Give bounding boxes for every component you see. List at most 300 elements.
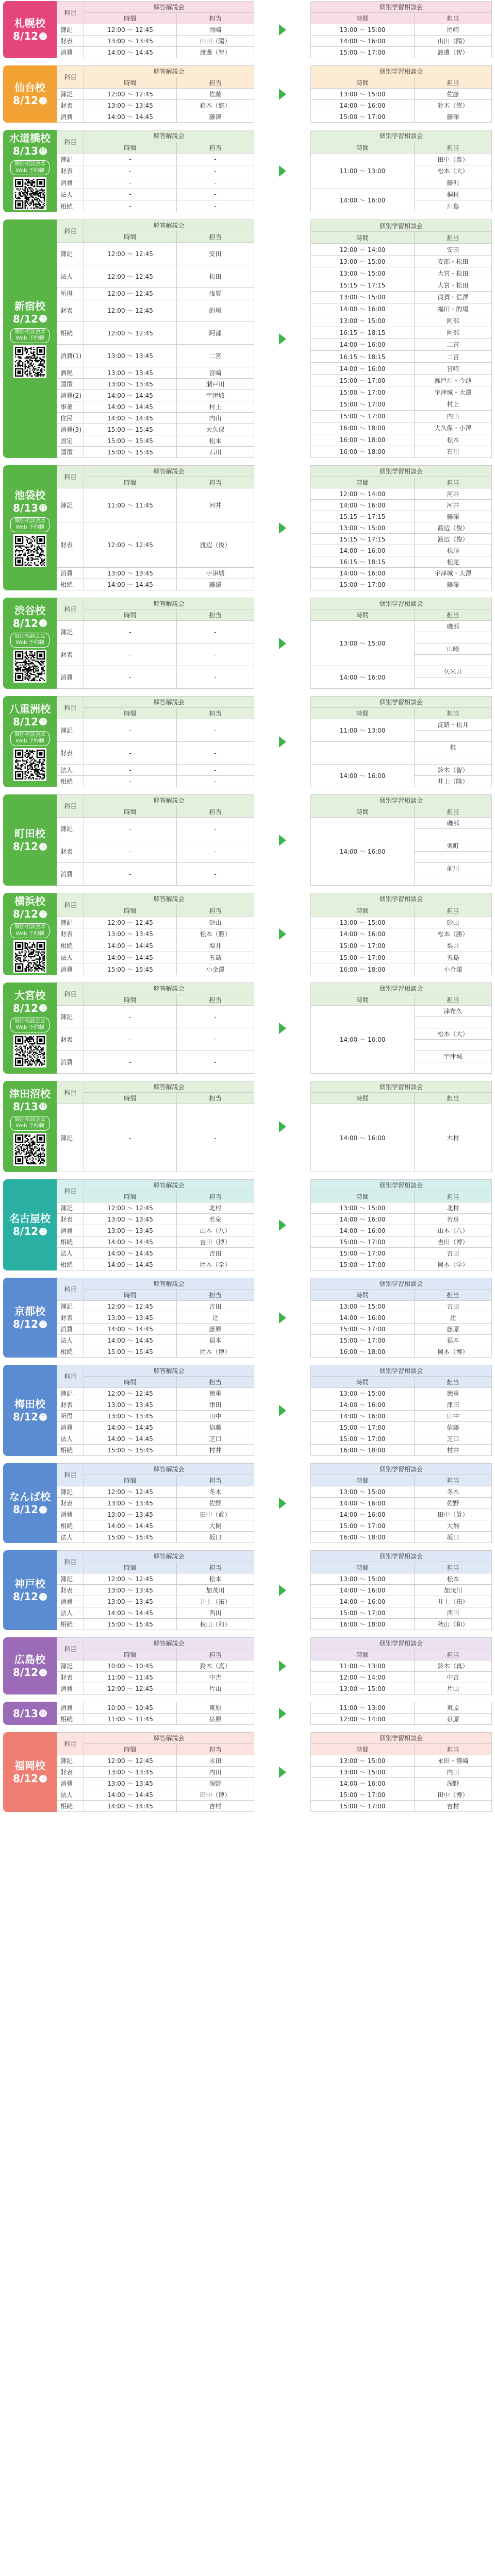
subject-cell: 消費 (57, 1509, 84, 1520)
time-header: 時間 (84, 231, 177, 243)
staff-cell: 浅賀・信澤 (415, 291, 492, 303)
arrow-shape (279, 1121, 286, 1132)
table-row (311, 534, 492, 545)
web-reservation-badge: 個別相談会は Web 予約制 (10, 517, 50, 532)
qr-code[interactable] (13, 534, 46, 567)
table-row (311, 1509, 492, 1520)
staff-cell: 阿部 (415, 327, 492, 338)
table-row (311, 1248, 492, 1259)
table-row (311, 24, 492, 36)
time-cell: 11:00 ～ 11:45 (84, 488, 177, 522)
table-row (57, 1104, 254, 1172)
consultation-table (310, 1179, 492, 1270)
time-cell: 14:00 ～ 16:00 (311, 765, 415, 787)
header-row (311, 77, 492, 89)
web-reservation-badge: 個別相談会は Web 予約制 (10, 160, 50, 175)
arrow-shape (279, 1708, 286, 1719)
staff-cell: 久米井 (415, 666, 492, 677)
tables-wrap (57, 1732, 492, 1812)
table-row (311, 1399, 492, 1411)
campus-date (13, 840, 47, 853)
table-row (57, 1388, 254, 1399)
web-reservation-badge: 個別相談会は Web 予約制 (10, 633, 50, 648)
table-row (57, 379, 254, 390)
staff-cell: 瀬戸川 (177, 379, 254, 390)
subject-cell: 簿記 (57, 243, 84, 265)
staff-cell: 内田 (415, 1767, 492, 1778)
arrow-right-icon (254, 982, 310, 1074)
time-cell: 16:00 ～ 18:00 (311, 434, 415, 446)
qr-code[interactable] (13, 748, 46, 781)
table-row (311, 568, 492, 579)
consultation-table (310, 1463, 492, 1543)
table-row (57, 1324, 254, 1335)
time-cell: 12:00 ～ 12:45 (84, 24, 177, 36)
table-row (311, 666, 492, 677)
arrow-right-icon (254, 598, 310, 689)
subject-header: 科目 (57, 697, 84, 719)
qr-code-icon[interactable] (15, 179, 45, 209)
subject-cell: 相続 (57, 322, 84, 345)
campus-name: 新宿校 (14, 299, 45, 312)
time-cell: 15:15 ～ 17:15 (311, 511, 415, 522)
table-row (57, 1214, 254, 1225)
weekday-badge: 土 (39, 1669, 47, 1676)
header-row (57, 708, 254, 719)
table-row (57, 1236, 254, 1248)
header-row (311, 1551, 492, 1562)
time-header: 時間 (311, 905, 415, 917)
time-cell: - (84, 165, 177, 177)
table-row (57, 1619, 254, 1630)
header-row (311, 1377, 492, 1388)
date-text: 8/12 (12, 908, 39, 920)
answer-session-title: 解答解説会 (84, 697, 254, 708)
answer-session-table (57, 893, 254, 975)
staff-cell: 岡本（学） (415, 1259, 492, 1270)
weekday-badge: 土 (39, 32, 47, 40)
consultation-table (310, 465, 492, 590)
time-cell: - (84, 1006, 177, 1028)
staff-cell: - (177, 863, 254, 886)
staff-cell: 松本（大） (415, 165, 492, 177)
campus-date (13, 313, 47, 325)
arrow-right-icon (254, 893, 310, 975)
staff-cell: 徳重 (415, 1388, 492, 1399)
staff-cell: 鈴木（智） (415, 765, 492, 776)
qr-code-icon[interactable] (15, 536, 45, 566)
answer-session-table (57, 1365, 254, 1456)
answer-session-title: 解答解説会 (84, 1638, 254, 1649)
table-row (311, 111, 492, 123)
staff-cell: 芝口 (415, 1433, 492, 1445)
staff-cell: 石川 (415, 446, 492, 457)
time-cell: 14:00 ～ 16:00 (311, 1312, 415, 1324)
qr-code-icon[interactable] (15, 750, 45, 779)
table-row (311, 1607, 492, 1619)
staff-cell: 大久保 (177, 424, 254, 435)
time-cell: 14:00 ～ 16:00 (311, 1104, 415, 1172)
staff-cell: 藤原 (177, 1324, 254, 1335)
time-cell: 13:00 ～ 15:00 (311, 621, 415, 666)
staff-cell: - (177, 776, 254, 787)
tables-wrap (57, 1365, 492, 1456)
campus-block-sapporo (3, 1, 492, 58)
time-header: 時間 (311, 806, 415, 818)
subject-cell: 財表 (57, 643, 84, 666)
staff-cell: 内山 (177, 413, 254, 424)
staff-cell: 磯部 (415, 818, 492, 829)
staff-cell: 河井 (415, 500, 492, 511)
table-row (57, 435, 254, 447)
table-row (311, 446, 492, 457)
subject-cell: 簿記 (57, 1486, 84, 1498)
staff-cell: 松尾 (415, 545, 492, 556)
staff-cell: - (177, 840, 254, 863)
table-row (57, 322, 254, 345)
table-row (311, 1214, 492, 1225)
table-row (57, 165, 254, 177)
subject-header: 科目 (57, 1638, 84, 1660)
time-cell: 14:00 ～ 14:45 (84, 579, 177, 590)
header-row (57, 1562, 254, 1573)
time-header: 時間 (84, 1744, 177, 1755)
header-row (57, 1464, 254, 1475)
time-cell: - (84, 1104, 177, 1172)
subject-header: 科目 (57, 466, 84, 488)
qr-code[interactable] (13, 940, 46, 973)
qr-code-icon[interactable] (15, 1134, 45, 1164)
time-cell: 13:00 ～ 13:45 (84, 1498, 177, 1509)
staff-cell: 冬木 (415, 1486, 492, 1498)
time-cell: 13:00 ～ 13:45 (84, 1225, 177, 1236)
table-row (57, 1301, 254, 1312)
staff-header: 担当 (177, 231, 254, 243)
table-row (311, 315, 492, 327)
weekday-badge: 土 (39, 1320, 47, 1328)
header-row (311, 2, 492, 13)
date-text: 8/13 (12, 1707, 39, 1720)
time-cell: 15:00 ～ 15:45 (84, 963, 177, 975)
time-cell: 12:00 ～ 12:45 (84, 299, 177, 322)
time-cell: 14:00 ～ 16:00 (311, 1411, 415, 1422)
time-header: 時間 (311, 142, 415, 154)
arrow-right-icon (254, 1702, 310, 1725)
table-row (57, 1006, 254, 1028)
arrow-right-icon (254, 1365, 310, 1456)
subject-cell: 簿記 (57, 1301, 84, 1312)
staff-cell: 内田 (177, 1767, 254, 1778)
staff-header: 担当 (177, 1649, 254, 1660)
header-row (57, 1081, 254, 1093)
subject-header: 科目 (57, 130, 84, 154)
staff-cell (415, 677, 492, 689)
consultation-table (310, 1637, 492, 1694)
staff-cell (415, 753, 492, 765)
header-row (57, 1638, 254, 1649)
time-cell: 15:00 ～ 17:00 (311, 1607, 415, 1619)
staff-cell: 宇津城 (415, 1051, 492, 1062)
header-row (311, 708, 492, 719)
consultation-title: 個別学習相談会 (311, 130, 492, 142)
staff-cell: 山田（陽） (177, 36, 254, 47)
subject-cell: 消費 (57, 568, 84, 579)
time-cell: 15:00 ～ 15:45 (84, 1619, 177, 1630)
header-row (57, 598, 254, 609)
time-cell: 14:00 ～ 14:45 (84, 390, 177, 401)
header-row (311, 1638, 492, 1649)
table-row (57, 345, 254, 367)
time-cell: 14:00 ～ 14:45 (84, 1520, 177, 1532)
arrow-shape (279, 165, 286, 177)
staff-cell: 福田・的場 (415, 303, 492, 315)
staff-cell: 岡崎 (177, 24, 254, 36)
campus-label (3, 1550, 57, 1630)
time-cell: 11:00 ～ 13:00 (311, 1660, 415, 1672)
staff-cell: 砂山 (415, 917, 492, 928)
staff-cell: 吉田（博） (415, 1236, 492, 1248)
staff-cell: 深野 (177, 1778, 254, 1789)
table-row (311, 940, 492, 952)
header-row (311, 1475, 492, 1486)
campus-name: 横浜校 (14, 895, 45, 907)
consultation-title: 個別学習相談会 (311, 1551, 492, 1562)
header-row (311, 130, 492, 142)
table-row (57, 1028, 254, 1051)
staff-cell: 鈴木（悠） (415, 100, 492, 111)
answer-session-table (57, 1550, 254, 1630)
subject-header: 科目 (57, 893, 84, 917)
table-row (311, 1236, 492, 1248)
staff-header: 担当 (415, 1744, 492, 1755)
header-row (311, 697, 492, 708)
time-header: 時間 (84, 1562, 177, 1573)
staff-cell: 吉村 (177, 1801, 254, 1812)
staff-cell: 松本 (177, 435, 254, 447)
table-row (311, 545, 492, 556)
time-cell: 13:00 ～ 15:00 (311, 1755, 415, 1767)
campus-date (13, 908, 47, 920)
table-row (311, 303, 492, 315)
table-row (311, 1335, 492, 1346)
answer-session-table (57, 65, 254, 123)
arrow-shape (279, 1312, 286, 1324)
table-row (311, 1433, 492, 1445)
time-cell: - (84, 776, 177, 787)
tables-wrap (57, 982, 492, 1074)
table-row (57, 424, 254, 435)
table-row (311, 375, 492, 386)
time-cell: 13:00 ～ 15:00 (311, 24, 415, 36)
table-row (57, 413, 254, 424)
staff-cell: 坂口 (177, 1532, 254, 1543)
table-row (311, 47, 492, 58)
table-row (311, 500, 492, 511)
subject-cell: 法人 (57, 1433, 84, 1445)
staff-cell: 中吉 (415, 1672, 492, 1683)
time-header: 時間 (84, 142, 177, 154)
staff-cell: 田中 (415, 1411, 492, 1422)
qr-code[interactable] (13, 345, 46, 378)
time-cell: 11:00 ～ 13:00 (311, 154, 415, 189)
time-cell: 12:00 ～ 12:45 (84, 1683, 177, 1694)
subject-cell: 簿記 (57, 1104, 84, 1172)
time-header: 時間 (84, 1475, 177, 1486)
time-cell: 13:00 ～ 15:00 (311, 1486, 415, 1498)
qr-code[interactable] (13, 177, 46, 210)
time-cell: 14:00 ～ 16:00 (311, 303, 415, 315)
subject-cell: 法人 (57, 1335, 84, 1346)
staff-cell: 梨井 (177, 940, 254, 952)
time-cell: 14:00 ～ 16:00 (311, 1399, 415, 1411)
header-row (57, 697, 254, 708)
campus-name: 札幌校 (14, 17, 45, 29)
time-cell: 15:00 ～ 15:45 (84, 1532, 177, 1543)
time-header: 時間 (84, 806, 177, 818)
staff-cell: 大宮・松田 (415, 279, 492, 291)
header-row (311, 232, 492, 244)
date-text: 8/12 (12, 1666, 39, 1679)
staff-header: 担当 (415, 806, 492, 818)
subject-cell: 財表 (57, 928, 84, 940)
table-row (311, 100, 492, 111)
table-row (57, 401, 254, 413)
time-cell: 13:00 ～ 15:00 (311, 1767, 415, 1778)
time-header: 時間 (311, 1562, 415, 1573)
time-cell: - (84, 765, 177, 776)
time-cell: 13:00 ～ 15:00 (311, 1388, 415, 1399)
staff-cell: - (177, 177, 254, 189)
header-row (311, 1464, 492, 1475)
arrow-right-icon (254, 1550, 310, 1630)
table-row (311, 522, 492, 534)
table-row (311, 89, 492, 100)
header-row (57, 795, 254, 806)
staff-cell: - (177, 818, 254, 840)
header-row (57, 1290, 254, 1301)
staff-cell: 藤澤 (177, 111, 254, 123)
staff-cell: 宇津城 (177, 568, 254, 579)
staff-cell: 冬木 (177, 1486, 254, 1498)
answer-session-table (57, 982, 254, 1074)
subject-cell: 法人 (57, 952, 84, 963)
weekday-badge: 土 (39, 1775, 47, 1783)
staff-cell: 吉田 (415, 1248, 492, 1259)
table-row (311, 1714, 492, 1725)
staff-cell: 小金澤 (415, 963, 492, 975)
tables-wrap (57, 893, 492, 975)
header-row (311, 994, 492, 1006)
time-cell: 13:00 ～ 13:45 (84, 1509, 177, 1520)
header-row (311, 1180, 492, 1191)
subject-header: 科目 (57, 983, 84, 1006)
staff-cell: 吉田 (177, 1248, 254, 1259)
staff-header: 担当 (177, 477, 254, 488)
qr-code-icon[interactable] (15, 942, 45, 972)
table-row (311, 1801, 492, 1812)
time-cell: 13:00 ～ 13:45 (84, 928, 177, 940)
staff-cell: 吉村 (415, 1801, 492, 1812)
answer-session-table (57, 1, 254, 58)
staff-cell: 西田 (177, 1607, 254, 1619)
time-header: 時間 (84, 994, 177, 1006)
qr-code[interactable] (13, 650, 46, 683)
time-cell: 10:00 ～ 10:45 (84, 1660, 177, 1672)
staff-cell: 中吉 (177, 1672, 254, 1683)
qr-code-icon[interactable] (15, 347, 45, 377)
answer-session-title: 解答解説会 (84, 2, 254, 13)
table-row (57, 47, 254, 58)
time-cell: 12:00 ～ 12:45 (84, 1388, 177, 1399)
qr-code[interactable] (13, 1035, 46, 1067)
consultation-title: 個別学習相談会 (311, 1733, 492, 1744)
time-cell: 15:00 ～ 17:00 (311, 1248, 415, 1259)
qr-code-icon[interactable] (15, 651, 45, 681)
qr-code[interactable] (13, 1133, 46, 1166)
time-cell: 14:00 ～ 16:00 (311, 363, 415, 375)
web-reservation-badge: 個別相談会は Web 予約制 (10, 923, 50, 938)
time-header: 時間 (311, 77, 415, 89)
header-row (57, 1191, 254, 1202)
consultation-title: 個別学習相談会 (311, 466, 492, 477)
arrow-shape (279, 1219, 286, 1231)
weekday-badge: 土 (39, 619, 47, 627)
staff-cell: 佐野 (177, 1498, 254, 1509)
time-cell: 15:00 ～ 17:00 (311, 386, 415, 398)
campus-label (3, 65, 57, 123)
staff-header: 担当 (177, 1744, 254, 1755)
time-cell: 13:00 ～ 15:00 (311, 256, 415, 267)
subject-cell: 消費 (57, 1051, 84, 1074)
campus-label (3, 1732, 57, 1812)
header-row (311, 1290, 492, 1301)
staff-cell: 五島 (177, 952, 254, 963)
staff-cell: 五島 (415, 952, 492, 963)
header-row (57, 1649, 254, 1660)
arrow-right-icon (254, 130, 310, 212)
web-reservation-badge: 個別相談会は Web 予約制 (10, 328, 50, 343)
table-row (311, 154, 492, 165)
time-cell: 13:00 ～ 15:00 (311, 1301, 415, 1312)
answer-session-table (57, 598, 254, 689)
subject-cell: 消費 (57, 1702, 84, 1714)
staff-header: 担当 (415, 477, 492, 488)
time-cell: 13:00 ～ 15:00 (311, 89, 415, 100)
campus-block-umeda (3, 1365, 492, 1456)
staff-cell: 松本 (415, 1573, 492, 1585)
time-cell: 15:00 ～ 15:45 (84, 447, 177, 458)
subject-cell: 酒税 (57, 367, 84, 379)
answer-session-title: 解答解説会 (84, 130, 254, 142)
tables-wrap (57, 1081, 492, 1172)
time-cell: 14:00 ～ 16:00 (311, 1509, 415, 1520)
tables-wrap (57, 1179, 492, 1270)
staff-cell (415, 852, 492, 863)
table-row (57, 917, 254, 928)
arrow-right-icon (254, 65, 310, 123)
staff-cell: 井上（拓） (415, 1596, 492, 1607)
table-row (57, 1248, 254, 1259)
table-row (311, 363, 492, 375)
qr-code-icon[interactable] (15, 1036, 45, 1066)
table-row (57, 288, 254, 299)
staff-cell: 津田 (415, 1399, 492, 1411)
staff-cell: 渡辺（俊） (415, 522, 492, 534)
weekday-badge: 土 (39, 843, 47, 851)
staff-cell: 二宮 (415, 351, 492, 363)
campus-date (13, 716, 47, 728)
time-cell: - (84, 643, 177, 666)
